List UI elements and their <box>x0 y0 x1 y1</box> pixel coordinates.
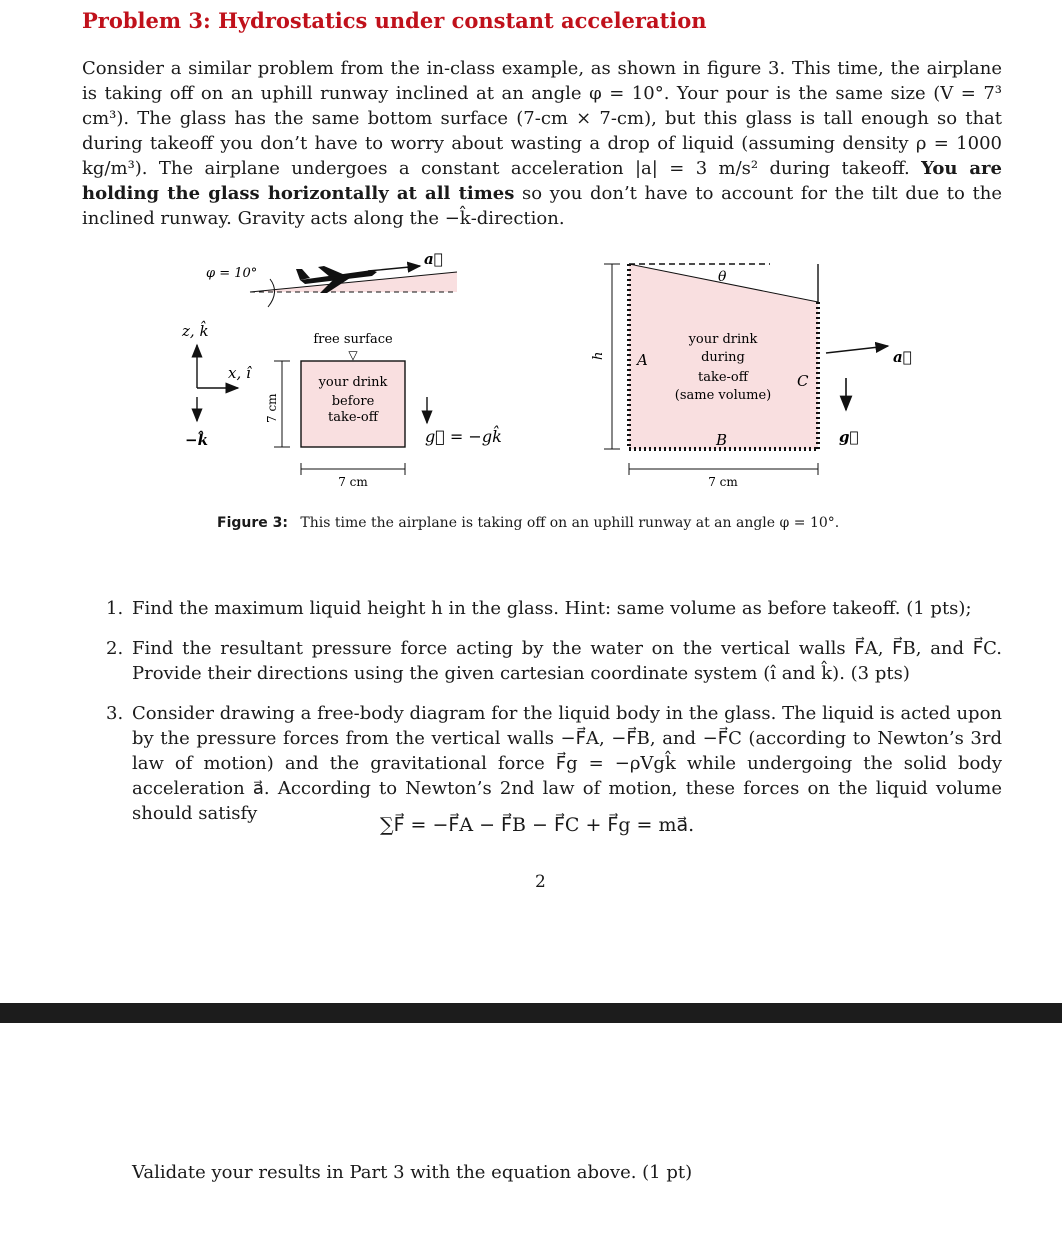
drink-during-line2: during <box>701 350 745 365</box>
question-item <box>106 701 1002 826</box>
statement-text-1: Consider a similar problem from the in-class example, as shown in figure 3. This time, the airplane is taking off on an uphill runway inclined at an angle φ = 10°. Your pour is the same size (V = 7³ cm³). The glass has the same bottom surface (7-cm × 7-cm), but this glass is tall enough so that during takeoff you don’t have to worry about wasting a drop of liquid (assuming density ρ = 1000 kg/m³). The airplane undergoes a constant acceleration |a| = 3 m/s² during takeoff. <box>82 58 1002 179</box>
accel-label-right: a⃗ <box>893 348 912 366</box>
phi-label: φ = 10° <box>206 266 258 281</box>
drink-during-line4: (same volume) <box>674 388 772 403</box>
left-width-label: 7 cm <box>338 475 368 489</box>
free-surface-label: free surface <box>313 332 393 347</box>
statement-bold: You are holding the glass horizontally at all times <box>82 158 1002 204</box>
question-text: Consider drawing a free-body diagram for the liquid body in the glass. The liquid is acted upon by the pressure forces from the vertical walls −F⃗A, −F⃗B, and −F⃗C (according to Newton’s 3rd law of motion) and the gravitational force F⃗g = −ρVgk̂ while undergoing the solid body acceleration a⃗. According to Newton’s 2nd law of motion, these forces on the liquid volume should satisfy <box>132 703 1002 824</box>
figure-caption <box>217 515 839 531</box>
drink-before-line1: your drink <box>318 375 388 390</box>
question-list <box>106 596 1002 841</box>
wall-b-label: B <box>716 431 728 449</box>
page-number: 2 <box>535 872 546 892</box>
drink-during-line3: take-off <box>697 370 749 385</box>
wall-c-label: C <box>797 372 809 390</box>
left-height-label: 7 cm <box>265 393 279 423</box>
drink-before-line3: take-off <box>327 410 379 425</box>
free-surface-icon: ▽ <box>348 348 358 362</box>
question-number: 1. <box>106 598 124 619</box>
caption-label: Figure 3: <box>217 515 288 531</box>
h-label: h <box>591 351 606 360</box>
caption-text: This time the airplane is taking off on an uphill runway at an angle φ = 10°. <box>300 515 840 531</box>
theta-label: θ <box>718 269 727 285</box>
question-item <box>106 596 1002 621</box>
question-text: Find the maximum liquid height h in the glass. Hint: same volume as before takeoff. (1 pts); <box>132 598 972 619</box>
gravity-label-right: g⃗ <box>839 428 859 446</box>
neg-k-label: −k̂ <box>185 431 208 449</box>
accel-label-top: a⃗ <box>424 250 443 268</box>
wall-a-label: A <box>637 351 648 369</box>
newton-equation: ∑F⃗ = −F⃗A − F⃗B − F⃗C + F⃗g = ma⃗. <box>380 814 695 836</box>
drink-before-line2: before <box>331 394 375 409</box>
problem-statement <box>82 56 1002 231</box>
statement-text-2: so you don’t have to account for the tilt due to the inclined runway. Gravity acts along the −k̂-direction. <box>82 183 1002 229</box>
x-axis-label: x, î <box>228 364 251 382</box>
problem-title: Problem 3: Hydrostatics under constant acceleration <box>82 8 707 33</box>
validate-text: Validate your results in Part 3 with the equation above. (1 pt) <box>132 1162 693 1183</box>
question-text: Find the resultant pressure force acting by the water on the vertical walls F⃗A, F⃗B, and F⃗C. Provide their directions using the given cartesian coordinate system (î and k̂). (3 pts) <box>132 638 1002 684</box>
question-item <box>106 636 1002 686</box>
gravity-label-left: g⃗ = −gk̂ <box>425 427 502 446</box>
right-width-label: 7 cm <box>708 475 738 489</box>
page-separator-bar <box>0 1003 1062 1023</box>
figure-3 <box>0 245 1062 510</box>
z-axis-label: z, k̂ <box>182 322 209 340</box>
question-number: 2. <box>106 638 124 659</box>
drink-during-line1: your drink <box>688 332 758 347</box>
question-number: 3. <box>106 703 124 724</box>
